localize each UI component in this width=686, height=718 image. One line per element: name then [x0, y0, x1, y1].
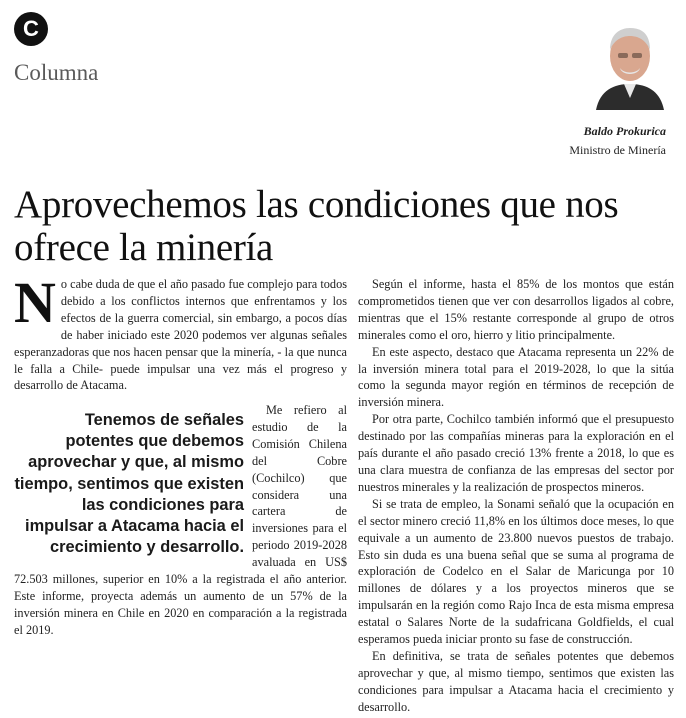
paragraph-5: Por otra parte, Cochilco también informó que el presupuesto destinado por las compañías mineras para la exploración en el país durante el año pasado creció 13% frente a 2018, lo que es una clara muestra de confianza de las empresas del sector por nuestros minerales y la realización de prospectos mineros. — [358, 412, 674, 494]
headline: Aprovechemos las condiciones que nos ofrece la minería — [14, 183, 619, 269]
brand-logo: C — [14, 12, 48, 46]
paragraph-6: Si se trata de empleo, la Sonami señaló que la ocupación en el sector minero creció 11,8% en los últimos doce meses, lo que equivale a un aumento de 23.800 nuevos puestos de trabajo. Esto sin duda es una buena señal que se suma al programa de exploración de Codelco en el Salar de Maricunga por 10 millones de dólares y a los proyectos mineros que se impulsarán en la región como Rajo Inca de esta misma empresa estatal o Salares Norte de la sudafricana Goldfields, el cual esperamos pueda iniciar pronto su fase de construcción. — [358, 496, 674, 647]
paragraph-1-text: o cabe duda de que el año pasado fue complejo para todos debido a los conflictos internos que enfrentamos y los efectos de la guerra comercial, sin embargo, a pocos días de haber iniciado este 2020 podemos ver algunas señales esperanzadoras que nos hacen pensar que la minería, - la que nunca le falla a Chile- puede impulsar una vez más el progreso y desarrollo de Atacama. — [14, 277, 347, 393]
author-name: Baldo Prokurica — [583, 124, 666, 138]
pull-quote: Tenemos de señales potentes que debemos aprovechar y que, al mismo tiempo, sentimos que existen las condiciones para impulsar a Atacama hacia el crecimiento y desarrollo. — [14, 411, 244, 557]
paragraph-4: En este aspecto, destaco que Atacama representa un 22% de la inversión minera total para el 2019-2028, lo que la sitúa como la segunda mayor región en términos de recepción de inversión minera. — [358, 344, 674, 410]
author-photo — [592, 14, 668, 110]
paragraph-7: En definitiva, se trata de señales potentes que debemos aprovechar y que, al mismo tiempo, sentimos que existen las condiciones para impulsar a Atacama hacia el crecimiento y desarrollo. — [358, 648, 674, 714]
paragraph-3: Según el informe, hasta el 85% de los montos que están comprometidos tienen que ver con desarrollos ligados al cobre, mientras que el 15% restante corresponde al grupo de otros minerales como el oro, hierro y litio principalmente. — [358, 277, 674, 342]
pullquote-block — [14, 402, 347, 639]
section-label: Columna — [14, 60, 99, 85]
author-role: Ministro de Minería — [569, 143, 666, 157]
paragraph-2: Me refiero al estudio de la Comisión Chilena del Cobre (Cochilco) que considera una cartera de inversiones para el periodo 2019-2028 avaluada en US$ 72.503 millones, superior en 10% a la registrada el año anterior. Este informe, proyecta además un aumento de un 57% de la inversión minera en Chile en 2020 en comparación a la registrada el 2019. — [14, 403, 347, 637]
column-2 — [358, 276, 674, 716]
paragraph-1 — [14, 270, 347, 394]
column-1 — [14, 270, 347, 394]
drop-cap: N — [14, 270, 56, 335]
